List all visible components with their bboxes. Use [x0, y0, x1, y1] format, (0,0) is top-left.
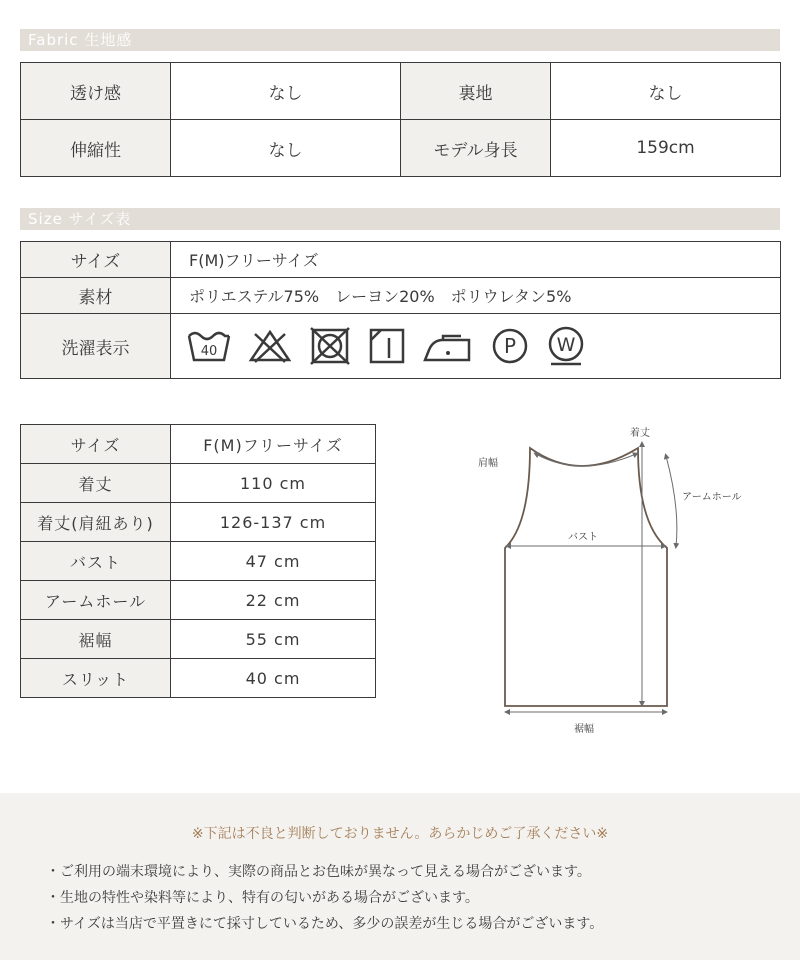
care-icons [185, 326, 780, 366]
fabric-label-lining: 裏地 [401, 63, 551, 120]
notice-list [46, 859, 603, 937]
shoulder-label: 肩幅 [478, 458, 498, 469]
notice-panel [0, 793, 800, 960]
size-info-table [20, 241, 781, 379]
list-item: ・ご利用の端末環境により、実際の商品とお色味が異なって見える場合がございます。 [46, 864, 591, 880]
meas-label-size: サイズ [21, 425, 171, 464]
list-item: ・生地の特性や染料等により、特有の匂いがある場合がございます。 [46, 890, 479, 906]
no-tumble-dry-icon [307, 326, 353, 366]
wash-40-icon [185, 326, 233, 366]
care-icons-cell [171, 314, 781, 379]
table-row [21, 120, 781, 177]
care-label: 洗濯表示 [21, 314, 171, 379]
fabric-label-stretch: 伸縮性 [21, 120, 171, 177]
hem-label: 裾幅 [574, 724, 594, 735]
fabric-value-lining: なし [551, 63, 781, 120]
fabric-table [20, 62, 781, 177]
material-label: 素材 [21, 278, 171, 314]
table-row [21, 425, 376, 464]
dry-clean-letter: P [503, 334, 517, 358]
fabric-label-model-height: モデル身長 [401, 120, 551, 177]
length-label: 着丈 [630, 428, 650, 439]
no-bleach-icon [247, 326, 293, 366]
table-row [21, 278, 781, 314]
material-value: ポリエステル75% レーヨン20% ポリウレタン5% [171, 278, 781, 314]
table-row [21, 581, 376, 620]
meas-value-size: F(M)フリーサイズ [171, 425, 376, 464]
size-label: サイズ [21, 242, 171, 278]
list-item: ・サイズは当店で平置きにて採寸しているため、多少の誤差が生じる場合がございます。 [46, 916, 604, 932]
table-row [21, 620, 376, 659]
measurement-table [20, 424, 376, 698]
garment-outline [505, 448, 667, 706]
meas-label-slit: スリット [21, 659, 171, 698]
table-row [21, 542, 376, 581]
line-dry-shade-icon [367, 326, 407, 366]
meas-value-slit: 40 cm [171, 659, 376, 698]
wash-temp-label: 40 [200, 344, 218, 359]
table-row [21, 464, 376, 503]
notice-title: ※下記は不良と判断しておりません。あらかじめご了承ください※ [191, 826, 609, 842]
armhole-arrow [666, 456, 677, 546]
fabric-value-model-height: 159cm [551, 120, 781, 177]
garment-diagram [470, 420, 780, 750]
fabric-label-sheerness: 透け感 [21, 63, 171, 120]
size-value: F(M)フリーサイズ [171, 242, 781, 278]
meas-label-length-strap: 着丈(肩紐あり) [21, 503, 171, 542]
fabric-value-sheerness: なし [171, 63, 401, 120]
table-row [21, 503, 376, 542]
table-row [21, 242, 781, 278]
wet-clean-letter: W [556, 334, 576, 356]
meas-label-armhole: アームホール [21, 581, 171, 620]
meas-label-hem: 裾幅 [21, 620, 171, 659]
meas-value-length-strap: 126-137 cm [171, 503, 376, 542]
fabric-value-stretch: なし [171, 120, 401, 177]
meas-value-bust: 47 cm [171, 542, 376, 581]
meas-label-length: 着丈 [21, 464, 171, 503]
table-row [21, 659, 376, 698]
size-section-header: Size サイズ表 [20, 208, 780, 230]
fabric-section-header: Fabric 生地感 [20, 29, 780, 51]
meas-value-hem: 55 cm [171, 620, 376, 659]
meas-value-length: 110 cm [171, 464, 376, 503]
armhole-label: アームホール [682, 492, 742, 503]
bust-label: バスト [568, 532, 598, 543]
dry-clean-p-icon [489, 326, 531, 366]
meas-label-bust: バスト [21, 542, 171, 581]
table-row [21, 314, 781, 379]
meas-value-armhole: 22 cm [171, 581, 376, 620]
wet-clean-w-icon [545, 326, 587, 366]
table-row [21, 63, 781, 120]
iron-low-icon [421, 326, 475, 366]
